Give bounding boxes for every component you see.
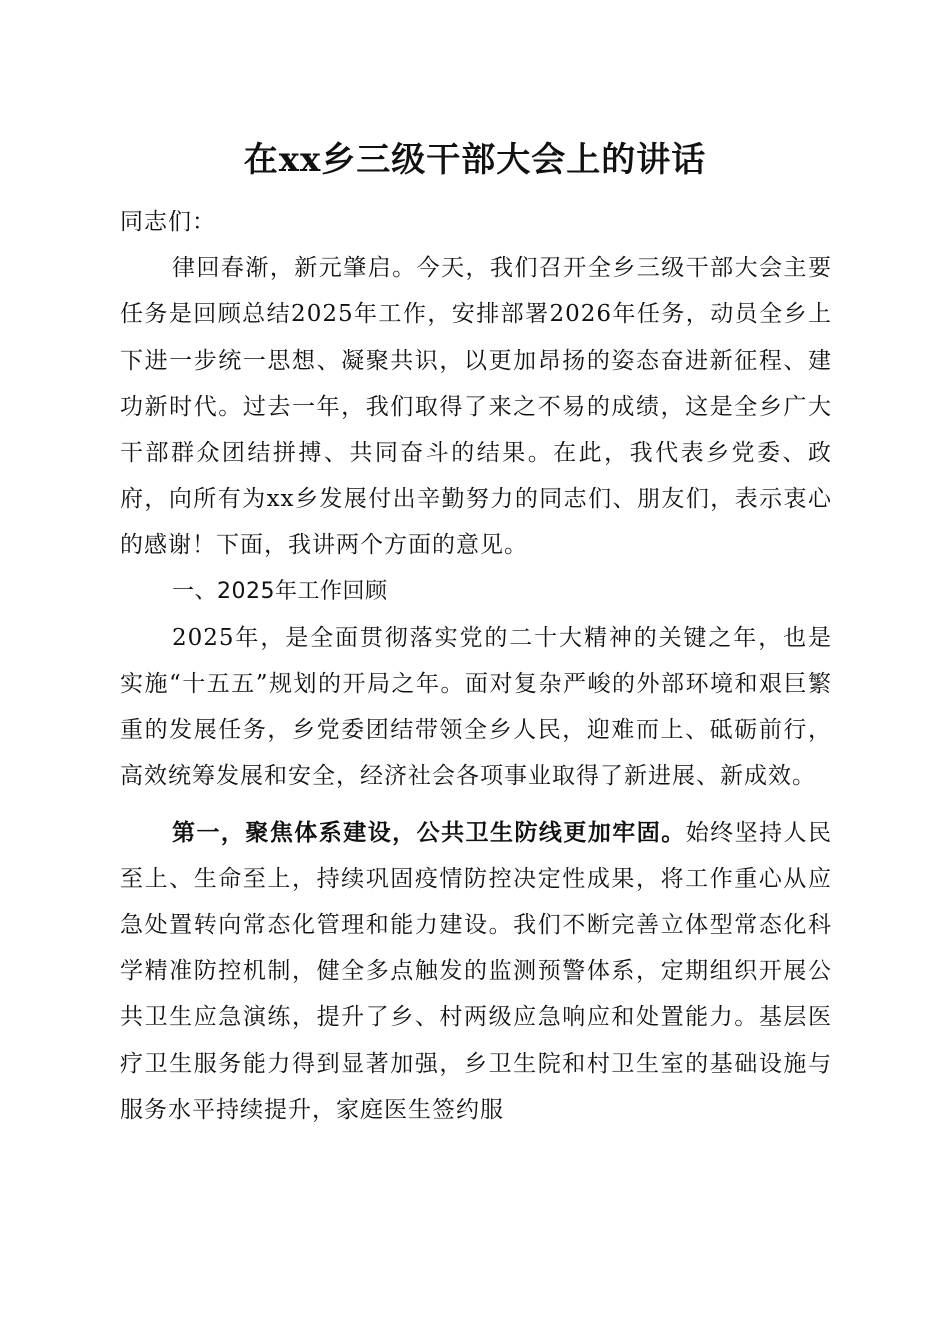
document-title: 在xx乡三级干部大会上的讲话 bbox=[243, 140, 707, 180]
point-one-body: 始终坚持人民至上、生命至上，持续巩固疫情防控决定性成果，将工作重心从应急处置转向常态化管理和能力建设。我们不断完善立体型常态化科学精准防控机制，健全多点触发的监测预警体系，定期组织开展公共卫生应急演练，提升了乡、村两级应急响应和处置能力。基层医疗卫生服务能力得到显著加强，乡卫生院和村卫生室的基础设施与服务水平持续提升，家庭医生签约服 bbox=[120, 819, 833, 1123]
document-body bbox=[120, 199, 832, 1133]
intro-paragraph: 律回春渐，新元肇启。今天，我们召开全乡三级干部大会主要任务是回顾总结2025年工作，安排部署2026年任务，动员全乡上下进一步统一思想、凝聚共识，以更加昂扬的姿态奋进新征程、建功新时代。过去一年，我们取得了来之不易的成绩，这是全乡广大干部群众团结拼搏、共同奋斗的结果。在此，我代表乡党委、政府，向所有为xx乡发展付出辛勤努力的同志们、朋友们，表示衷心的感谢！下面，我讲两个方面的意见。 bbox=[120, 255, 832, 559]
salutation: 同志们： bbox=[120, 209, 216, 235]
point-one-paragraph bbox=[120, 810, 832, 1133]
section-paragraph: 2025年，是全面贯彻落实党的二十大精神的关键之年，也是实施“十五五”规划的开局之年。面对复杂严峻的外部环境和艰巨繁重的发展任务，乡党委团结带领全乡人民，迎难而上、砥砺前行，高效统筹发展和安全，经济社会各项事业取得了新进展、新成效。 bbox=[120, 624, 832, 790]
point-one-lead: 第一，聚焦体系建设，公共卫生防线更加牢固。 bbox=[172, 818, 686, 846]
section-heading: 一、2025年工作回顾 bbox=[172, 578, 388, 604]
